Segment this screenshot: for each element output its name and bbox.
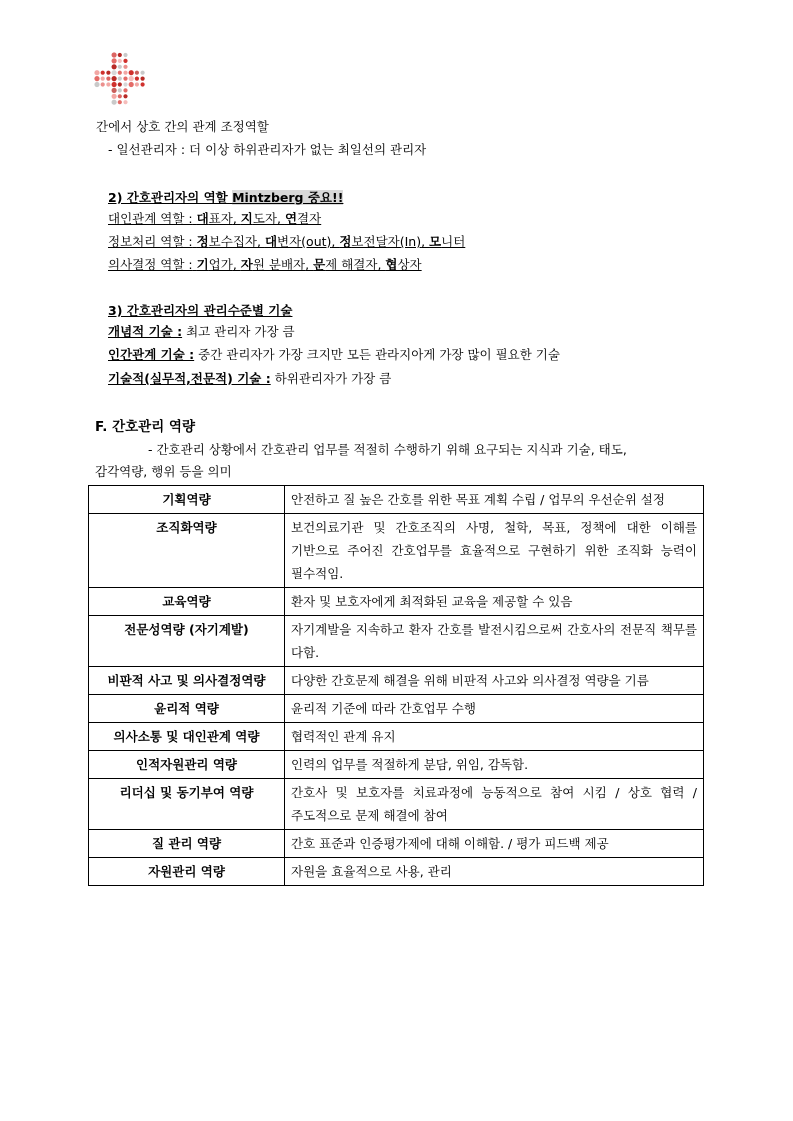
role-item (265, 234, 331, 249)
competency-description: 윤리적 기준에 따라 간호업무 수행 (285, 695, 704, 723)
competency-description: 간호사 및 보호자를 치료과정에 능동적으로 참여 시킴 / 상호 협력 / 주도적으로 문제 해결에 참여 (285, 779, 704, 830)
role-row-label: 정보처리 역할 : (108, 234, 193, 249)
role-item-initial: 대 (264, 234, 278, 249)
logo-dot (118, 53, 122, 57)
competency-description: 다양한 간호문제 해결을 위해 비판적 사고와 의사결정 역량을 기름 (285, 667, 704, 695)
table-row (89, 830, 704, 858)
logo-dot (118, 100, 122, 104)
logo-dot (112, 88, 117, 93)
role-item (241, 257, 305, 272)
role-item (197, 257, 233, 272)
table-row (89, 616, 704, 667)
logo-dot (123, 77, 127, 81)
logo-dot (129, 82, 134, 87)
section-f-title: F. 간호관리 역량 (95, 419, 196, 435)
competency-name: 리더십 및 동기부여 역량 (89, 779, 285, 830)
logo-dot (129, 70, 134, 75)
competency-name: 교육역량 (89, 588, 285, 616)
role-row-label: 의사결정 역할 : (108, 257, 193, 272)
logo-dot (112, 64, 117, 69)
logo-dot (112, 76, 117, 81)
logo-dot (141, 71, 145, 75)
role-item-initial: 자 (240, 257, 253, 272)
logo-dot (112, 94, 117, 99)
competency-description: 환자 및 보호자에게 최적화된 교육을 제공할 수 있음 (285, 588, 704, 616)
competency-name: 자원관리 역량 (89, 858, 285, 886)
skill-row (108, 323, 295, 341)
competency-description: 자기계발을 지속하고 환자 간호를 발전시킴으로써 간호사의 전문직 책무를 다함. (285, 616, 704, 667)
skill-row-label: 기술적(실무적,전문적) 기술 : (108, 371, 271, 386)
logo-dot (112, 70, 117, 75)
role-item (197, 234, 257, 249)
logo-dot (141, 77, 145, 81)
logo-dot (135, 77, 139, 81)
logo-dot (106, 82, 110, 86)
role-item-initial: 정 (196, 234, 209, 249)
logo-dot (112, 58, 117, 63)
competency-description: 인력의 업무를 적절하게 분담, 위임, 감독함. (285, 751, 704, 779)
intro-line-2: - 일선관리자 : 더 이상 하위관리자가 없는 최일선의 관리자 (108, 142, 427, 157)
table-row (89, 486, 704, 514)
competency-name: 인적자원관리 역량 (89, 751, 285, 779)
role-item-initial: 연 (284, 211, 298, 226)
table-row (89, 695, 704, 723)
section-f-desc-2: 감각역량, 행위 등을 의미 (95, 464, 232, 479)
intro-line-1: 간에서 상호 간의 관계 조정역할 (96, 119, 269, 134)
role-item-rest: 도자 (252, 211, 278, 226)
competency-name: 의사소통 및 대인관계 역량 (89, 723, 285, 751)
competency-description: 보건의료기관 및 간호조직의 사명, 철학, 목표, 정책에 대한 이해를 기반으로 주어진 간호업무를 효율적으로 구현하기 위한 조직화 능력이 필수적임. (285, 514, 704, 588)
logo-dot (123, 82, 127, 86)
logo-dot (112, 100, 117, 105)
role-item-rest: 보수집자 (208, 234, 257, 249)
competency-name: 질 관리 역량 (89, 830, 285, 858)
logo-dot (101, 82, 105, 86)
role-item-rest: 변자(out) (277, 234, 332, 249)
table-row (89, 588, 704, 616)
competency-name: 윤리적 역량 (89, 695, 285, 723)
table-row (89, 723, 704, 751)
role-row-label: 대인관계 역할 : (108, 211, 193, 226)
role-item-rest: 상자 (397, 257, 422, 272)
logo-dot (118, 71, 122, 75)
table-row (89, 779, 704, 830)
role-item-rest: 업가 (208, 257, 233, 272)
logo-dot (123, 53, 127, 57)
skill-row (108, 370, 391, 388)
logo-dot (123, 88, 127, 92)
skill-row-text: 최고 관리자 가장 큼 (186, 324, 295, 339)
role-row: 대인관계 역할 : 대표자, 지도자, 연결자 (108, 211, 322, 226)
competency-description: 협력적인 관계 유지 (285, 723, 704, 751)
section2-title (108, 189, 343, 207)
logo-dot (118, 77, 122, 81)
logo-dot (118, 88, 122, 92)
logo-dot (123, 94, 127, 98)
logo-dot (118, 94, 122, 98)
logo-dot (106, 77, 110, 81)
role-item-initial: 대 (196, 211, 209, 226)
logo-dot (118, 82, 122, 86)
role-row: 정보처리 역할 : 정보수집자, 대변자(out), 정보전달자(In), 모니터 (108, 234, 466, 249)
competency-name: 조직화역량 (89, 514, 285, 588)
role-item-initial: 모 (429, 234, 442, 249)
role-item-rest: 제 해결자 (325, 257, 378, 272)
logo-dot (123, 71, 127, 75)
table-row (89, 858, 704, 886)
skill-row-text: 중간 관리자가 가장 크지만 모든 관라지아게 가장 많이 필요한 기술 (198, 347, 560, 362)
role-item (385, 257, 421, 272)
skill-row-label: 개념적 기술 : (108, 324, 183, 339)
role-item-rest: 결자 (297, 211, 322, 226)
role-item-rest: 니터 (441, 234, 466, 249)
logo-dot (135, 71, 139, 75)
competency-description: 안전하고 질 높은 간호를 위한 목표 계획 수립 / 업무의 우선순위 설정 (285, 486, 704, 514)
role-item (285, 211, 321, 226)
logo-dot (123, 59, 127, 63)
role-item (241, 211, 277, 226)
section2-title-main: 2) 간호관리자의 역할 (108, 190, 233, 205)
logo-dot (112, 82, 117, 87)
section2-title-highlight: Mintzberg 중요!! (232, 190, 344, 205)
competency-description: 자원을 효율적으로 사용, 관리 (285, 858, 704, 886)
skill-row (108, 346, 560, 364)
logo-dot (118, 59, 122, 63)
logo-dot (101, 71, 105, 75)
competency-name: 전문성역량 (자기계발) (89, 616, 285, 667)
competency-name: 기획역량 (89, 486, 285, 514)
section-f-desc-1: - 간호관리 상황에서 간호관리 업무를 적절히 수행하기 위해 요구되는 지식과 기술, 태도, (148, 442, 627, 457)
role-item-initial: 협 (385, 257, 398, 272)
role-item-initial: 지 (240, 211, 253, 226)
logo-dot (94, 70, 99, 75)
role-item (429, 234, 465, 249)
logo-dot (112, 52, 117, 57)
logo-dot (118, 65, 122, 69)
role-item (339, 234, 421, 249)
logo-dot (123, 65, 127, 69)
role-item-rest: 표자 (208, 211, 233, 226)
skill-row-text: 하위관리자가 가장 큼 (274, 371, 392, 386)
table-row (89, 514, 704, 588)
logo-dot (94, 76, 99, 81)
competency-table (88, 485, 704, 886)
logo-dot (101, 77, 105, 81)
role-item-initial: 정 (339, 234, 352, 249)
logo-dot (123, 100, 127, 104)
skill-row-label: 인간관계 기술 : (108, 347, 195, 362)
role-item-rest: 원 분배자 (252, 257, 306, 272)
logo-dot (141, 82, 145, 86)
role-item-rest: 보전달자(In) (351, 234, 422, 249)
logo-dot (129, 76, 134, 81)
role-row: 의사결정 역할 : 기업가, 자원 분배자, 문제 해결자, 협상자 (108, 257, 422, 272)
logo-dot (94, 82, 99, 87)
competency-name: 비판적 사고 및 의사결정역량 (89, 667, 285, 695)
role-item-initial: 문 (313, 257, 326, 272)
logo-dot (106, 71, 110, 75)
table-row (89, 751, 704, 779)
role-item-initial: 기 (196, 257, 209, 272)
table-row (89, 667, 704, 695)
red-cross-dot-logo (94, 52, 146, 106)
section3-title: 3) 간호관리자의 관리수준별 기술 (108, 303, 293, 318)
competency-description: 간호 표준과 인증평가제에 대해 이해함. / 평가 피드백 제공 (285, 830, 704, 858)
role-item (313, 257, 377, 272)
role-item (197, 211, 233, 226)
logo-dot (135, 82, 139, 86)
